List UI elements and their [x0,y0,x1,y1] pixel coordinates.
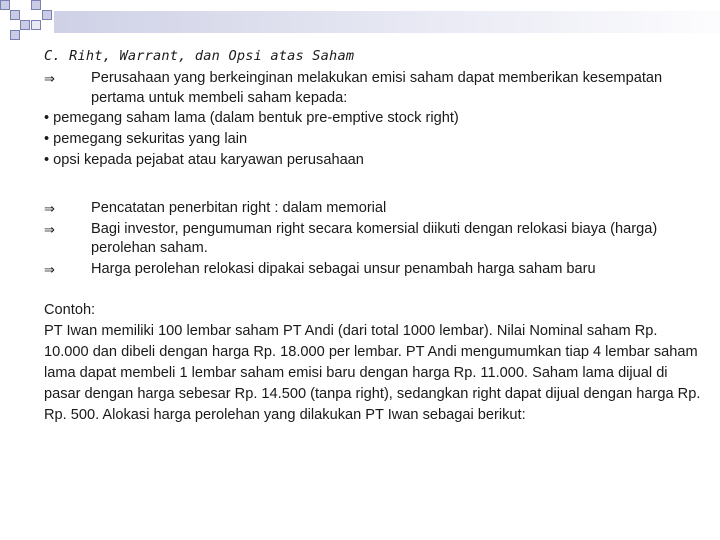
point-text: Bagi investor, pengumuman right secara komersial diikuti dengan relokasi biaya (harga) perolehan saham. [91,220,658,256]
bullet-item: • pemegang sekuritas yang lain [44,131,248,147]
point-text: Harga perolehan relokasi dipakai sebagai unsur penambah harga saham baru [91,260,596,277]
example-label: Contoh: [44,302,96,318]
point-item [44,198,704,219]
arrow-icon: ⇒ [44,71,55,86]
slide-body [44,46,704,426]
arrow-icon: ⇒ [44,221,55,237]
bullet-item: • pemegang saham lama (dalam bentuk pre-emptive stock right) [44,110,459,126]
arrow-icon: ⇒ [44,201,55,216]
example-block [44,300,704,426]
header-band [54,11,720,33]
arrow-icon: ⇒ [44,261,55,277]
point-text: Pencatatan penerbitan right : dalam memorial [91,200,387,216]
header-decoration [0,0,720,44]
point-item [44,259,704,280]
bullet-item: • opsi kepada pejabat atau karyawan perusahaan [44,152,364,168]
slide-title: C. Riht, Warrant, dan Opsi atas Saham [44,48,355,64]
intro-point [44,68,704,108]
point-item [44,219,704,259]
intro-text: Perusahaan yang berkeinginan melakukan emisi saham dapat memberikan kesempatan pertama untuk membeli saham kepada: [91,70,663,106]
header-squares [1,1,52,40]
example-text: PT Iwan memiliki 100 lembar saham PT Andi (dari total 1000 lembar). Nilai Nominal saham Rp. 10.000 dan dibeli dengan harga Rp. 18.000 per lembar. PT Andi mengumumkan tiap 4 lembar saham lama dapat membeli 1 lembar saham emisi baru dengan harga Rp. 11.000. Saham lama dijual di pasar dengan harga sebesar Rp. 14.500 (tanpa right), sedangkan right dapat dijual dengan harga Rp. Rp. 500. Alokasi harga perolehan yang dilakukan PT Iwan sebagai berikut: [44,323,701,423]
